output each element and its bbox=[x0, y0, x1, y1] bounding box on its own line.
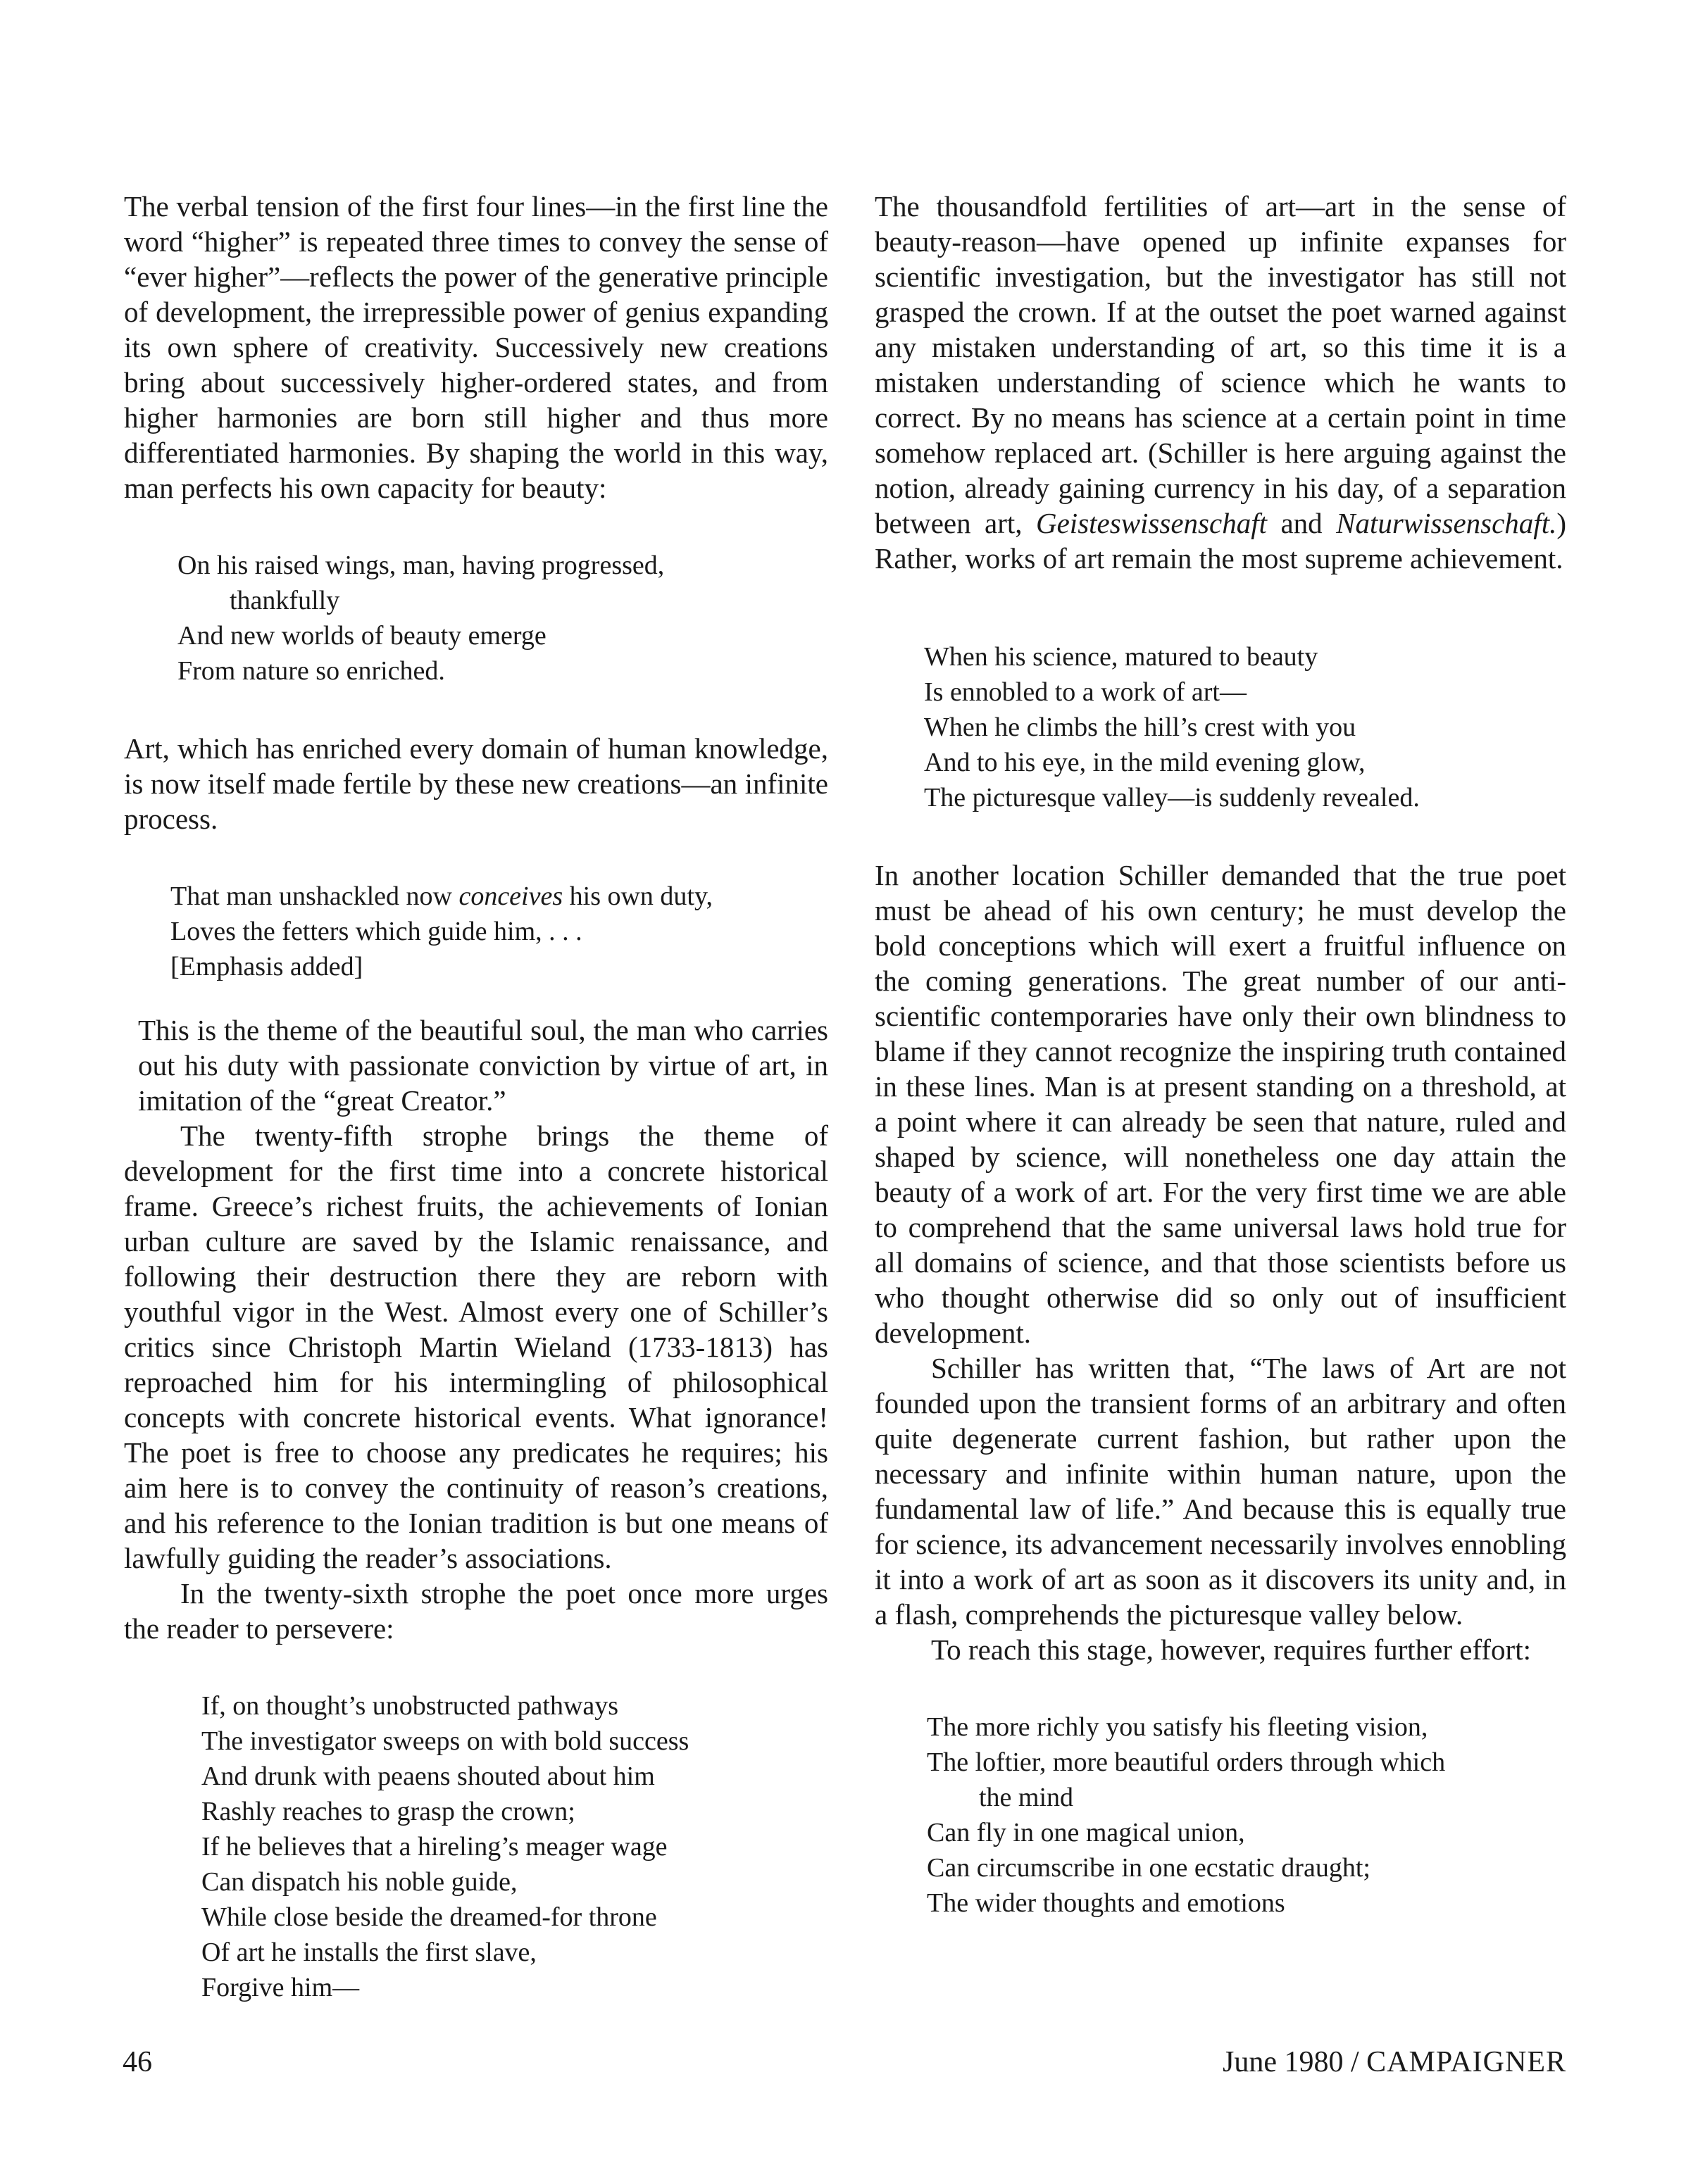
verse-line: Can circumscribe in one ecstatic draught; bbox=[927, 1853, 1370, 1883]
verse-line: On his raised wings, man, having progressed, bbox=[177, 551, 665, 580]
editorial-note: [Emphasis added] bbox=[170, 952, 363, 981]
verse-line: When his science, matured to beauty bbox=[924, 642, 1318, 672]
verse-line: The investigator sweeps on with bold success bbox=[201, 1726, 689, 1756]
verse-quotation bbox=[124, 1688, 828, 2005]
verse-line: Can dispatch his noble guide, bbox=[201, 1867, 518, 1897]
verse-line: Can fly in one magical union, bbox=[927, 1818, 1245, 1847]
verse-line: And to his eye, in the mild evening glow, bbox=[924, 748, 1366, 777]
verse-text: That man unshackled now bbox=[170, 881, 459, 911]
verse-quotation bbox=[875, 1709, 1566, 1921]
page-number: 46 bbox=[123, 2046, 152, 2078]
verse-line: the mind bbox=[979, 1783, 1074, 1812]
verse-line: Forgive him— bbox=[201, 1973, 360, 2002]
verse-line: Of art he installs the first slave, bbox=[201, 1938, 537, 1967]
verse-line: While close beside the dreamed-for throne bbox=[201, 1902, 657, 1932]
body-paragraph: The verbal tension of the first four lines—in the first line the word “higher” is repeated three times to convey the sense of “ever higher”—reflects the power of the generative principle of development, the irrepressible power of genius expanding its own sphere of creativity. Successively new creations bring about successively higher-ordered states, and from higher harmonies are born still higher and thus more differentiated harmonies. By shaping the world in this way, man perfects his own capacity for beauty: bbox=[124, 190, 828, 504]
masthead: CAMPAIGNER bbox=[1366, 2046, 1566, 2078]
right-column bbox=[875, 189, 1566, 1921]
paragraph-text: and bbox=[1266, 507, 1337, 539]
verse-line: If, on thought’s unobstructed pathways bbox=[201, 1691, 619, 1721]
verse-line: The loftier, more beautiful orders through which bbox=[927, 1747, 1446, 1777]
emphasized-term: Geisteswissenschaft bbox=[1036, 507, 1267, 539]
verse-text: his own duty, bbox=[563, 881, 713, 911]
verse-line bbox=[170, 879, 828, 914]
left-column bbox=[124, 189, 828, 2005]
verse-line: And drunk with peaens shouted about him bbox=[201, 1762, 655, 1791]
verse-line: Loves the fetters which guide him, . . . bbox=[170, 917, 582, 946]
body-paragraph: Art, which has enriched every domain of human knowledge, is now itself made fertile by these new creations—an infinite process. bbox=[124, 732, 828, 835]
body-paragraph bbox=[875, 189, 1566, 576]
emphasized-word: conceives bbox=[458, 881, 563, 911]
emphasized-term: Naturwissenschaft. bbox=[1336, 507, 1557, 539]
paragraph-text: ) Rather, works of art remain the most supreme achievement. bbox=[875, 507, 1566, 575]
verse-line: When he climbs the hill’s crest with you bbox=[924, 713, 1356, 742]
verse-line: If he believes that a hireling’s meager wage bbox=[201, 1832, 668, 1862]
issue-date: June 1980 / bbox=[1223, 2046, 1367, 2078]
verse-line: The more richly you satisfy his fleeting vision, bbox=[927, 1712, 1428, 1742]
verse-quotation bbox=[124, 548, 828, 689]
body-paragraph: In the twenty-sixth strophe the poet once more urges the reader to persevere: bbox=[124, 1577, 828, 1645]
verse-line: From nature so enriched. bbox=[177, 656, 445, 686]
verse-line: And new worlds of beauty emerge bbox=[177, 621, 547, 651]
running-footer bbox=[1223, 2045, 1566, 2080]
verse-quotation bbox=[124, 879, 828, 984]
verse-line: The picturesque valley—is suddenly revealed. bbox=[924, 783, 1420, 812]
body-paragraph: This is the theme of the beautiful soul, the man who carries out his duty with passionate conviction by virtue of art, in imitation of the “great Creator.” bbox=[138, 1014, 828, 1117]
verse-line: Is ennobled to a work of art— bbox=[924, 677, 1247, 707]
verse-line: The wider thoughts and emotions bbox=[927, 1888, 1285, 1918]
paragraph-text: The thousandfold fertilities of art—art in the sense of beauty-reason—have opened up infinite expanses for scientific investigation, but the investigator has still not grasped the crown. If at the outset the poet warned against any mistaken understanding of art, so this time it is a mistaken understanding of science which he wants to correct. By no means has science at a certain point in time somehow replaced art. (Schiller is here arguing against the notion, already gaining currency in his day, of a separation between art, bbox=[875, 190, 1566, 539]
body-paragraph: The twenty-fifth strophe brings the theme of development for the first time into a concrete historical frame. Greece’s richest fruits, the achievements of Ionian urban culture are saved by the Islamic renaissance, and following their destruction there they are reborn with youthful vigor in the West. Almost every one of Schiller’s critics since Christoph Martin Wieland (1733-1813) has reproached him for his intermingling of philosophical concepts with concrete historical events. What ignorance! The poet is free to choose any predicates he requires; his aim here is to convey the continuity of reason’s creations, and his reference to the Ionian tradition is but one means of lawfully guiding the reader’s associations. bbox=[124, 1119, 828, 1574]
verse-line: thankfully bbox=[230, 586, 340, 615]
body-paragraph: Schiller has written that, “The laws of Art are not founded upon the transient forms of an arbitrary and often quite degenerate current fashion, but rather upon the necessary and infinite within human nature, upon the fundamental law of life.” And because this is equally true for science, its advancement necessarily involves ennobling it into a work of art as soon as it discovers its unity and, in a flash, comprehends the picturesque valley below. bbox=[875, 1352, 1566, 1631]
verse-quotation bbox=[875, 639, 1566, 815]
body-paragraph: In another location Schiller demanded that the true poet must be ahead of his own century; he must develop the bold conceptions which will exert a fruitful influence on the coming generations. The great number of our anti-scientific contemporaries have only their own blindness to blame if they cannot recognize the inspiring truth contained in these lines. Man is at present standing on a threshold, at a point where it can already be seen that nature, ruled and shaped by science, will nonetheless one day attain the beauty of a work of art. For the very first time we are able to comprehend that the same universal laws hold true for all domains of science, and that those scientists before us who thought otherwise did so only out of insufficient development. bbox=[875, 859, 1566, 1349]
body-paragraph: To reach this stage, however, requires further effort: bbox=[931, 1633, 1531, 1666]
verse-line: Rashly reaches to grasp the crown; bbox=[201, 1797, 575, 1826]
